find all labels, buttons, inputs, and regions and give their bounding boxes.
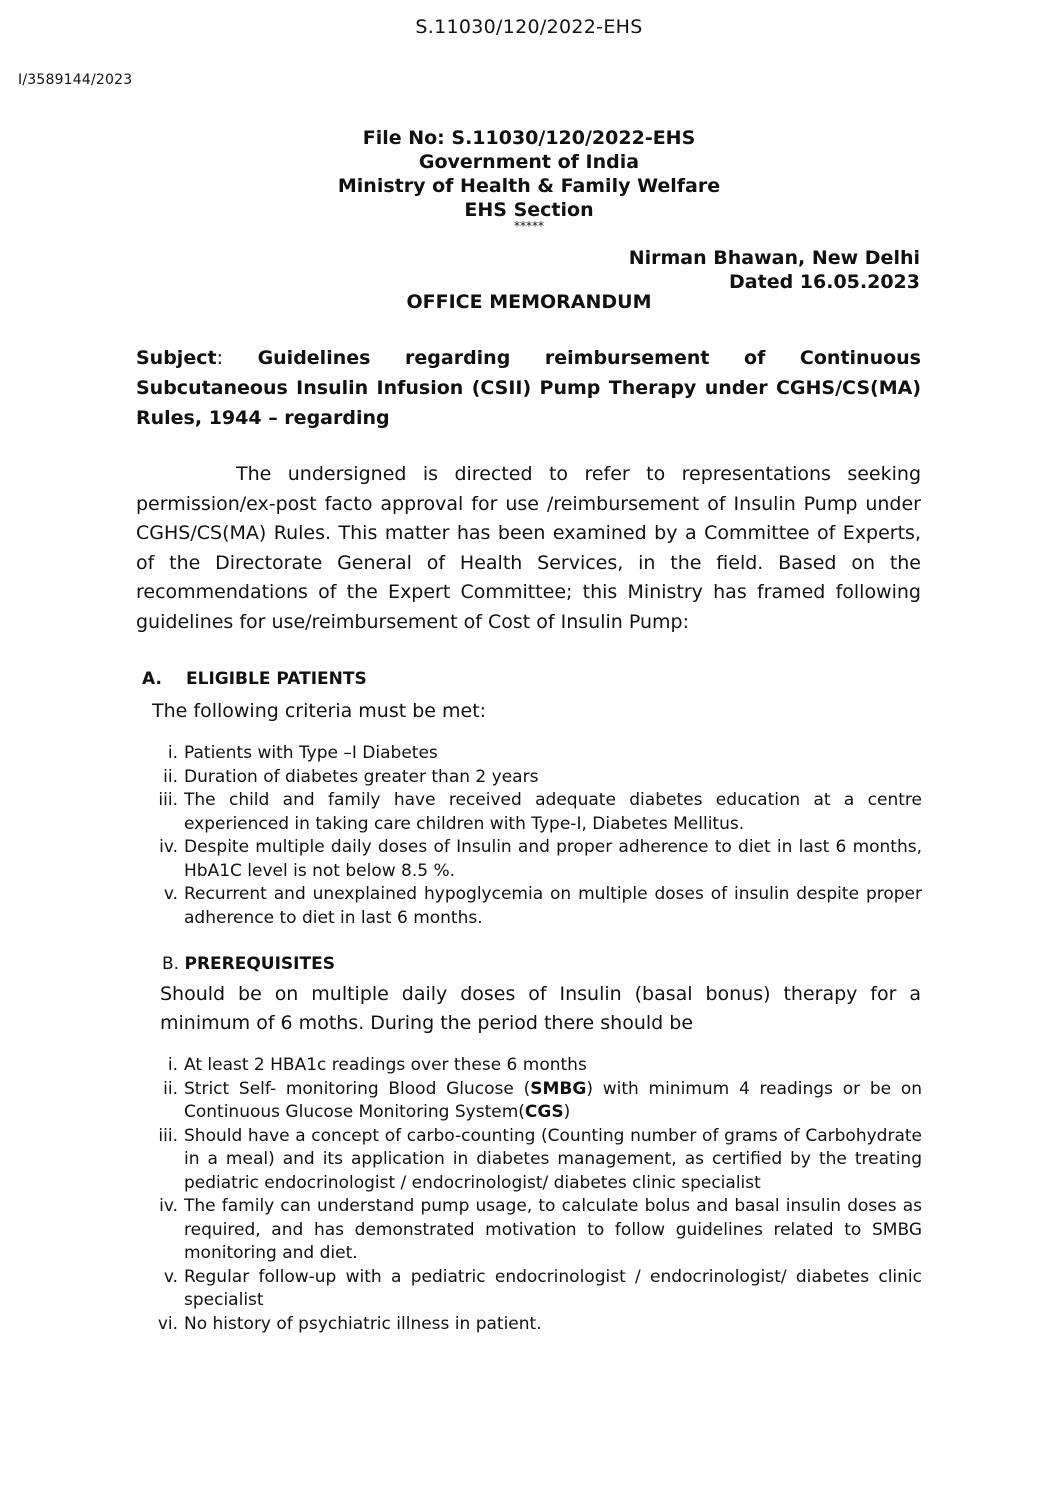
smbg-text-part3: ) bbox=[563, 1102, 571, 1122]
list-item-number: iii. bbox=[158, 790, 178, 810]
list-item bbox=[136, 836, 922, 883]
list-item bbox=[136, 1266, 922, 1313]
place: Nirman Bhawan, New Delhi bbox=[628, 247, 920, 269]
title-block bbox=[0, 126, 1058, 232]
stars-separator: ***** bbox=[514, 219, 544, 233]
prerequisites-list bbox=[136, 1054, 922, 1336]
list-item bbox=[136, 766, 922, 790]
list-item-number: iv. bbox=[159, 1196, 178, 1216]
receipt-reference: I/3589144/2023 bbox=[18, 72, 133, 88]
list-item-text: Should have a concept of carbo-counting (Counting number of grams of Carbohydrate in a meal) and its application in diabetes management, as certified by the treating pediatric endocrinologist / endocrinologist/ diabetes clinic specialist bbox=[184, 1125, 922, 1193]
subject bbox=[136, 343, 921, 433]
section-a-title: ELIGIBLE PATIENTS bbox=[186, 669, 367, 689]
subject-label: Subject bbox=[136, 347, 217, 369]
smbg-text-part2: ) with minimum 4 readings or be on Continuous Glucose Monitoring System( bbox=[184, 1078, 923, 1122]
file-number: File No: S.11030/120/2022-EHS bbox=[362, 127, 696, 149]
list-item-text: The child and family have received adequate diabetes education at a centre experienced in taking care children with Type-I, Diabetes Mellitus. bbox=[184, 790, 922, 834]
list-item-number: i. bbox=[167, 743, 178, 763]
eligibility-list bbox=[136, 742, 922, 930]
list-item-number: vi. bbox=[157, 1313, 178, 1334]
list-item-text bbox=[184, 1078, 922, 1125]
subject-text: Guidelines regarding reimbursement of Continuous Subcutaneous Insulin Infusion (CSII) Pump Therapy under CGHS/CS(MA) Rules, 1944 – regarding bbox=[136, 347, 921, 429]
list-item-text: Patients with Type –I Diabetes bbox=[184, 743, 438, 763]
list-item-text: The family can understand pump usage, to calculate bolus and basal insulin doses as required, and has demonstrated motivation to follow guidelines related to SMBG monitoring and diet. bbox=[184, 1196, 922, 1263]
section-b-letter: B. bbox=[162, 954, 180, 974]
list-item-number: ii. bbox=[163, 1078, 178, 1099]
list-item-number: i. bbox=[167, 1055, 178, 1075]
ministry-name: Ministry of Health & Family Welfare bbox=[337, 175, 721, 197]
place-date-block bbox=[629, 246, 920, 294]
section-a-heading bbox=[142, 669, 367, 689]
section-a-intro: The following criteria must be met: bbox=[152, 700, 487, 722]
section-b-intro: Should be on multiple daily doses of Insulin (basal bonus) therapy for a minimum of 6 moths. During the period there should be bbox=[160, 983, 921, 1034]
section-b-heading bbox=[162, 954, 335, 974]
smbg-text-part1: Strict Self- monitoring Blood Glucose ( bbox=[184, 1078, 531, 1099]
list-item bbox=[136, 1054, 922, 1078]
list-item-number: v. bbox=[163, 884, 178, 904]
smbg-abbrev: SMBG bbox=[530, 1078, 587, 1099]
list-item bbox=[136, 1078, 922, 1125]
header-file-reference: S.11030/120/2022-EHS bbox=[415, 16, 643, 38]
section-a-letter: A. bbox=[142, 669, 162, 689]
list-item bbox=[136, 1313, 922, 1337]
list-item-number: ii. bbox=[163, 766, 178, 787]
list-item-text: At least 2 HBA1c readings over these 6 months bbox=[184, 1055, 587, 1075]
list-item bbox=[136, 883, 922, 930]
memo-title: OFFICE MEMORANDUM bbox=[406, 291, 652, 313]
list-item bbox=[136, 742, 922, 766]
government-name: Government of India bbox=[418, 151, 640, 173]
list-item-text: Despite multiple daily doses of Insulin and proper adherence to diet in last 6 months, HbA1C level is not below 8.5 %. bbox=[184, 837, 922, 881]
section-name: EHS Section bbox=[464, 199, 594, 221]
list-item bbox=[136, 1195, 922, 1266]
list-item-text: Duration of diabetes greater than 2 years bbox=[184, 766, 539, 787]
list-item-text: Recurrent and unexplained hypoglycemia on multiple doses of insulin despite proper adherence to diet in last 6 months. bbox=[184, 884, 922, 928]
date: Dated 16.05.2023 bbox=[729, 271, 920, 293]
section-b-title: PREREQUISITES bbox=[184, 954, 335, 974]
list-item-number: iii. bbox=[158, 1125, 178, 1146]
list-item-text: Regular follow-up with a pediatric endocrinologist / endocrinologist/ diabetes clinic specialist bbox=[184, 1266, 922, 1310]
list-item-number: iv. bbox=[159, 837, 178, 857]
list-item bbox=[136, 789, 922, 836]
cgs-abbrev: CGS bbox=[524, 1102, 564, 1122]
list-item-text: No history of psychiatric illness in patient. bbox=[184, 1313, 542, 1334]
list-item-number: v. bbox=[163, 1266, 178, 1287]
subject-colon: : bbox=[216, 347, 223, 369]
intro-paragraph: The undersigned is directed to refer to representations seeking permission/ex-post facto approval for use /reimbursement of Insulin Pump under CGHS/CS(MA) Rules. This matter has been examined by a Committee of Experts, of the Directorate General of Health Services, in the field. Based on the recommendations of the Expert Committee; this Ministry has framed following guidelines for use/reimbursement of Cost of Insulin Pump: bbox=[136, 463, 921, 633]
list-item bbox=[136, 1125, 922, 1196]
